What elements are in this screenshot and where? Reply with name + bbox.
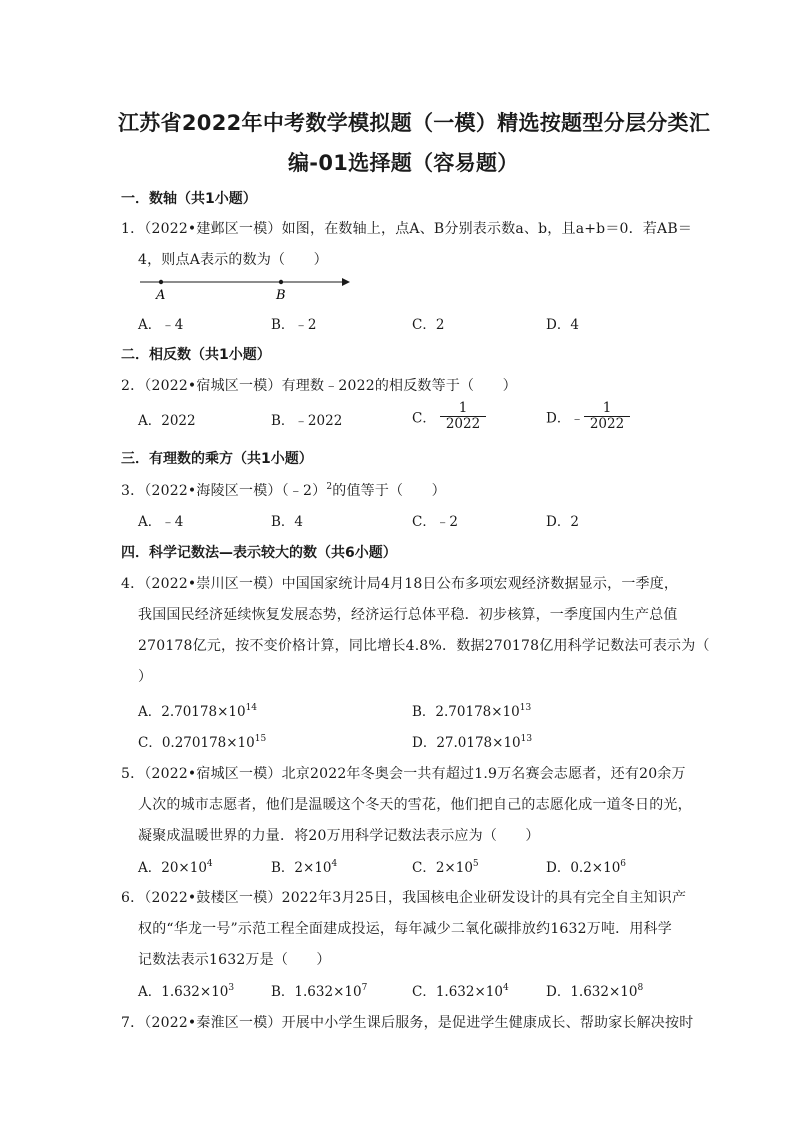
question-5-option-c [412,856,479,876]
question-3-text [121,480,446,500]
question-5-line3: 凝聚成温暖世界的力量．将20万用科学记数法表示应为（ ） [138,828,540,844]
question-4-option-b [412,700,531,720]
option-base: A．2.70178×10 [138,704,246,720]
question-5-line1: 5．（2022•宿城区一模）北京2022年冬奥会一共有超过1.9万名赛会志愿者，还有20余万 [121,766,686,782]
question-4-line3: 270178亿元，按不变价格计算，同比增长4.8%．数据270178亿用科学记数法可表示为（ [138,638,710,654]
option-exponent: 8 [637,983,644,993]
option-exponent: 13 [520,734,533,744]
number-line-arrow [342,278,350,286]
question-2-option-d [546,401,630,432]
section-heading-3: 三．有理数的乘方（共1小题） [121,451,313,467]
question-6-line2: 权的“华龙一号”示范工程全面建成投运，每年减少二氧化碳排放约1632万吨．用科学 [138,921,672,937]
question-3-option-a: A．﹣4 [138,514,184,530]
point-b-dot [279,280,283,284]
number-line-figure [136,273,356,303]
question-6-line3: 记数法表示1632万是（ ） [138,952,331,968]
option-base: A．20×10 [138,860,207,876]
point-b-label: B [276,288,286,303]
fraction-c-denominator: 2022 [440,416,486,432]
option-d-minus-sign: ﹣ [570,410,584,427]
point-a-label: A [156,288,166,303]
option-exponent: 3 [228,983,235,993]
option-base: C．0.270178×10 [138,735,255,751]
question-4-option-c [138,731,266,751]
question-5-option-a [138,856,213,876]
section-heading-1: 一．数轴（共1小题） [121,191,257,207]
question-5-option-d [546,856,626,876]
option-exponent: 7 [361,983,368,993]
question-2-option-a: A．2022 [138,413,196,429]
option-base: B．2×10 [271,860,332,876]
question-6-option-b [271,980,367,1000]
option-base: B．2.70178×10 [412,704,520,720]
option-exponent: 4 [331,859,338,869]
question-5-line2: 人次的城市志愿者，他们是温暖这个冬天的雪花，他们把自己的志愿化成一道冬日的光， [138,797,692,813]
fraction-d-denominator: 2022 [584,416,630,432]
question-4-line1: 4．（2022•崇川区一模）中国国家统计局4月18日公布多项宏观经济数据显示，一季度， [121,576,679,592]
question-1-option-a: A．﹣4 [138,317,184,333]
question-1-option-c: C．2 [412,317,445,333]
question-2-option-c [412,401,486,432]
section-heading-2: 二．相反数（共1小题） [121,347,271,363]
option-exponent: 5 [472,859,479,869]
question-3-option-d: D．2 [546,514,579,530]
option-exponent: 6 [620,859,627,869]
fraction-c [440,401,486,432]
question-1-line2: 4，则点A表示的数为（ ） [138,252,328,268]
question-1-line1: 1．（2022•建邺区一模）如图，在数轴上，点A、B分别表示数a、b，且a+b＝0．若AB＝ [121,221,693,237]
option-base: D．0.2×10 [546,860,621,876]
question-1-option-d: D．4 [546,317,579,333]
question-3-suffix: 的值等于（ ） [332,483,446,499]
option-base: C．2×10 [412,860,473,876]
question-5-option-b [271,856,337,876]
option-base: A．1.632×10 [138,984,229,1000]
page-title-line2: 编-01选择题（容易题） [288,151,519,175]
option-base: B．1.632×10 [271,984,362,1000]
question-2-text: 2．（2022•宿城区一模）有理数﹣2022的相反数等于（ ） [121,378,517,394]
option-c-label: C． [412,410,436,427]
question-4-option-a [138,700,257,720]
question-1-option-b: B．﹣2 [271,317,317,333]
section-heading-4: 四．科学记数法—表示较大的数（共6小题） [121,545,397,561]
page-title-line1: 江苏省2022年中考数学模拟题（一模）精选按题型分层分类汇 [118,111,711,135]
question-6-line1: 6．（2022•鼓楼区一模）2022年3月25日，我国核电企业研发设计的具有完全自主知识产 [121,890,687,906]
option-base: D．27.0178×10 [412,735,521,751]
option-d-label: D． [546,410,571,427]
option-exponent: 4 [502,983,509,993]
question-7-line1: 7．（2022•秦淮区一模）开展中小学生课后服务，是促进学生健康成长、帮助家长解决按时 [121,1015,694,1031]
point-a-dot [159,280,163,284]
option-exponent: 15 [254,734,267,744]
question-3-option-c: C．﹣2 [412,514,458,530]
option-base: D．1.632×10 [546,984,638,1000]
question-6-option-d [546,980,643,1000]
question-4-line4: ） [138,669,153,685]
fraction-d [584,401,630,432]
question-3-exponent: 2 [326,482,333,492]
fraction-c-numerator: 1 [458,400,468,416]
fraction-d-numerator: 1 [602,400,612,416]
option-base: C．1.632×10 [412,984,503,1000]
question-6-option-a [138,980,234,1000]
option-exponent: 14 [245,703,258,713]
question-4-line2: 我国国民经济延续恢复发展态势，经济运行总体平稳．初步核算，一季度国内生产总值 [138,607,678,623]
question-3-prefix: 3．（2022•海陵区一模）（﹣2） [121,483,327,499]
question-2-option-b: B．﹣2022 [271,413,343,429]
question-4-option-d [412,731,532,751]
option-exponent: 4 [206,859,213,869]
question-3-option-b: B．4 [271,514,304,530]
option-exponent: 13 [519,703,532,713]
question-6-option-c [412,980,509,1000]
